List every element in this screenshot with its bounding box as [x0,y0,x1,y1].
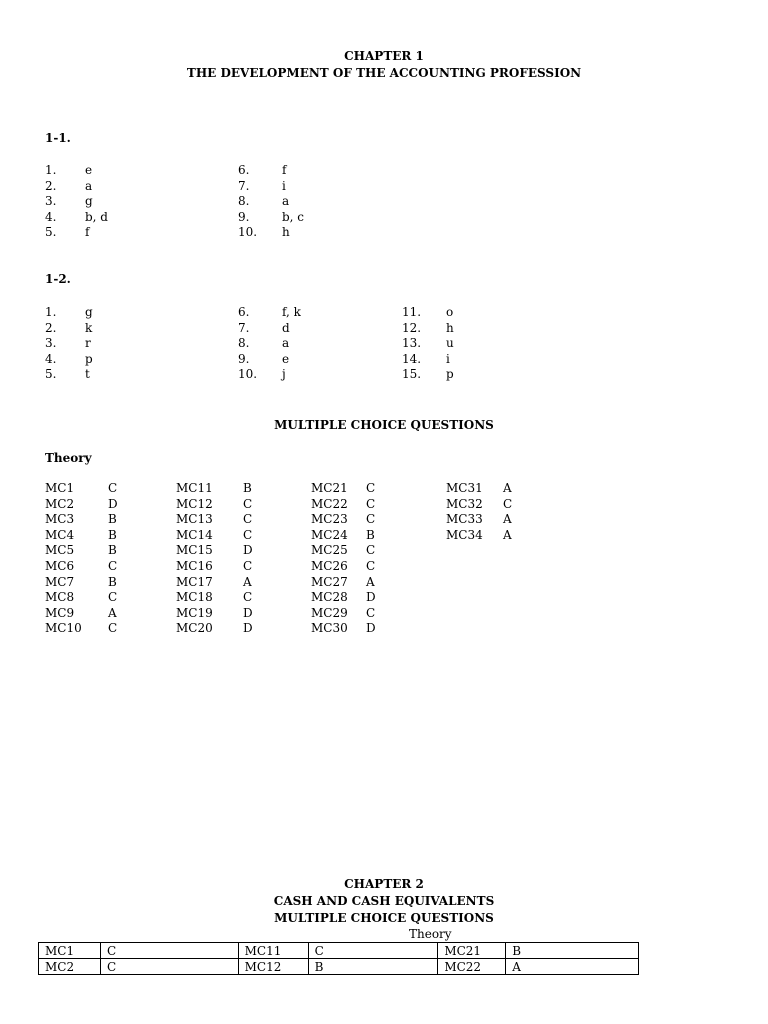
question-cell: MC2 [39,959,101,975]
answer-cell: C [100,943,238,959]
ex1-item-answer: f [282,163,287,177]
ex1-item-number: 10. [238,225,258,239]
ex1-item-answer: g [85,194,93,208]
mc-item-number: MC30 [311,621,348,636]
ex2-item-number: 14. [402,351,422,366]
ex2-item-number: 12. [402,320,422,335]
ex2-item-number: 2. [45,320,57,335]
mc-item-number: MC13 [176,512,213,527]
mc-item-number: MC4 [45,527,75,542]
mc-item-number: MC9 [45,605,75,620]
ex2-item-number: 8. [238,336,250,350]
mc-item-answer: C [366,559,376,573]
ex1-item-number: 3. [45,194,57,208]
ex2-item-number: 1. [45,305,57,319]
mc-item-number: MC25 [311,543,348,558]
chapter2-mcq-heading: MULTIPLE CHOICE QUESTIONS [274,911,494,925]
ex2-item-answer: g [85,305,93,319]
mc-item-answer: C [366,543,376,558]
mc-item-number: MC34 [446,527,483,542]
question-cell: MC21 [438,943,506,959]
mc-item-number: MC16 [176,559,213,573]
ex2-item-answer: i [446,351,450,366]
ex1-item-number: 5. [45,225,57,239]
question-cell: MC11 [238,943,308,959]
ex2-item-number: 4. [45,351,57,366]
ex2-item-number: 3. [45,336,57,350]
ex1-item-number: 6. [238,163,250,177]
chapter1-heading: CHAPTER 1 [344,49,424,63]
answer-cell: A [506,959,639,975]
ex2-item-number: 11. [402,305,422,319]
ex1-item-number: 4. [45,209,57,224]
ex2-item-answer: a [282,336,290,350]
ex1-item-number: 7. [238,178,250,193]
ex2-item-answer: k [85,320,93,335]
mc-item-number: MC2 [45,496,75,511]
mc-item-answer: A [503,527,512,542]
ex2-item-number: 5. [45,367,57,381]
mcq-heading: MULTIPLE CHOICE QUESTIONS [274,418,494,432]
mc-item-answer: C [108,621,118,636]
exercise-1-1-label: 1-1. [45,131,71,145]
mc-item-answer: D [366,590,376,605]
ex2-item-answer: o [446,305,454,319]
mc-item-answer: B [108,512,117,527]
mc-item-answer: C [108,481,118,495]
chapter2-heading: CHAPTER 2 [344,877,424,891]
question-cell: MC12 [238,959,308,975]
ex1-item-number: 9. [238,209,250,224]
ex2-item-answer: h [446,320,454,335]
mc-item-number: MC1 [45,481,75,495]
ex1-item-answer: a [85,178,93,193]
mc-item-number: MC17 [176,574,213,589]
ex2-item-number: 7. [238,320,250,335]
ex1-item-answer: f [85,225,90,239]
mc-item-number: MC12 [176,496,213,511]
chapter2-answer-table [38,942,639,975]
ex2-item-answer: r [85,336,91,350]
ex1-item-answer: e [85,163,93,177]
ex2-item-answer: e [282,351,290,366]
exercise-1-2-label: 1-2. [45,272,71,286]
mc-item-answer: B [108,527,117,542]
mc-item-number: MC24 [311,527,348,542]
mc-item-number: MC33 [446,512,483,527]
mc-item-answer: B [108,543,117,558]
mc-item-answer: D [366,621,376,636]
question-cell: MC1 [39,943,101,959]
ex2-item-answer: f, k [282,305,301,319]
ex2-item-number: 6. [238,305,250,319]
ex2-item-number: 15. [402,367,422,381]
answer-cell: B [308,959,438,975]
ex1-item-number: 8. [238,194,250,208]
mc-item-number: MC14 [176,527,213,542]
mc-item-answer: D [243,543,253,558]
mc-item-number: MC3 [45,512,75,527]
mc-item-answer: B [108,574,117,589]
mc-item-answer: C [108,559,118,573]
mc-item-number: MC10 [45,621,82,636]
ex2-item-answer: j [282,367,286,381]
chapter2-title: CASH AND CASH EQUIVALENTS [273,894,495,908]
ex2-item-answer: p [85,351,93,366]
mc-item-answer: C [243,559,253,573]
mc-item-number: MC7 [45,574,75,589]
mc-item-number: MC8 [45,590,75,605]
mc-item-answer: B [243,481,252,495]
mc-item-number: MC22 [311,496,348,511]
mc-item-number: MC18 [176,590,213,605]
mc-item-number: MC31 [446,481,483,495]
mc-item-answer: B [366,527,375,542]
question-cell: MC22 [438,959,506,975]
mc-item-answer: C [243,496,253,511]
answer-cell: C [100,959,238,975]
ex1-item-answer: b, d [85,209,108,224]
mc-item-number: MC19 [176,605,213,620]
mc-item-number: MC27 [311,574,348,589]
ex2-item-number: 13. [402,336,422,350]
ex1-item-answer: h [282,225,290,239]
mc-item-answer: C [366,481,376,495]
mc-item-answer: C [243,590,253,605]
mc-item-answer: C [243,512,253,527]
ex2-item-answer: u [446,336,454,350]
theory-label: Theory [45,451,92,465]
mc-item-answer: A [503,512,512,527]
answer-cell: C [308,943,438,959]
chapter2-table-row [39,943,639,959]
mc-item-answer: C [366,496,376,511]
mc-item-number: MC23 [311,512,348,527]
chapter2-theory-label: Theory [409,927,452,941]
mc-item-answer: D [108,496,118,511]
ex2-item-answer: p [446,367,454,381]
ex2-item-number: 10. [238,367,258,381]
ex2-item-answer: t [85,367,90,381]
mc-item-number: MC15 [176,543,213,558]
mc-item-answer: A [503,481,512,495]
mc-item-answer: C [108,590,118,605]
answer-cell: B [506,943,639,959]
ex2-item-number: 9. [238,351,250,366]
ex1-item-number: 1. [45,163,57,177]
ex1-item-number: 2. [45,178,57,193]
ex1-item-answer: a [282,194,290,208]
mc-item-number: MC11 [176,481,213,495]
ex2-item-answer: d [282,320,290,335]
mc-item-answer: A [243,574,252,589]
chapter1-title: THE DEVELOPMENT OF THE ACCOUNTING PROFESSION [186,66,582,80]
mc-item-answer: A [108,605,117,620]
mc-item-number: MC21 [311,481,348,495]
mc-item-answer: D [243,605,253,620]
mc-item-number: MC5 [45,543,75,558]
mc-item-number: MC29 [311,605,348,620]
mc-item-number: MC32 [446,496,483,511]
chapter2-table-row [39,959,639,975]
ex1-item-answer: b, c [282,209,305,224]
mc-item-number: MC6 [45,559,75,573]
mc-item-answer: C [366,605,376,620]
mc-item-number: MC20 [176,621,213,636]
mc-item-answer: C [503,496,513,511]
mc-item-answer: D [243,621,253,636]
mc-item-answer: A [366,574,375,589]
ex1-item-answer: i [282,178,286,193]
mc-item-number: MC26 [311,559,348,573]
mc-item-answer: C [243,527,253,542]
mc-item-answer: C [366,512,376,527]
mc-item-number: MC28 [311,590,348,605]
